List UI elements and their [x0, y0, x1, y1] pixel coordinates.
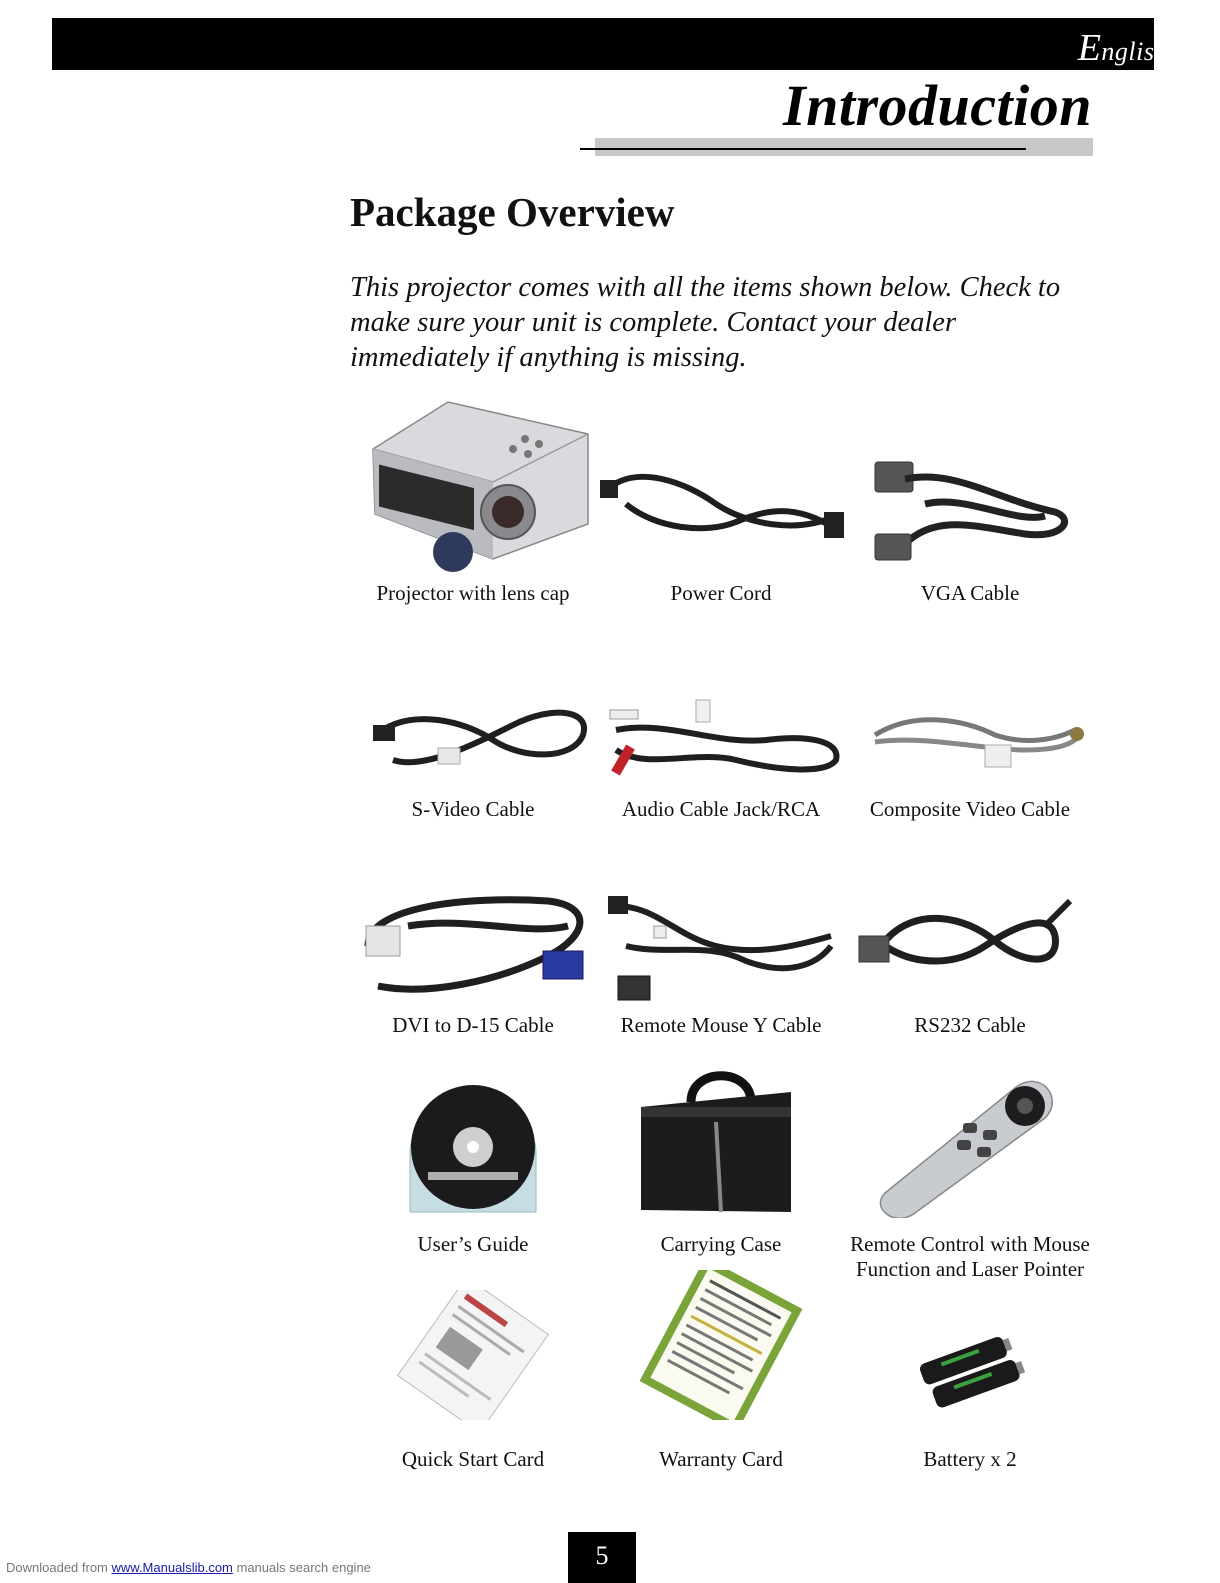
item-label: Remote Mouse Y Cable	[620, 1013, 822, 1037]
item-vga-cable	[845, 394, 1095, 609]
item-label: Remote Control with Mouse Function and Laser Pointer	[850, 1232, 1090, 1281]
download-note: Downloaded from www.Manualslib.com manuals search engine	[6, 1560, 371, 1575]
svideo-cable-icon	[353, 690, 593, 790]
item-mouse-cable	[596, 886, 846, 1046]
item-label: Projector with lens cap	[376, 581, 570, 605]
item-rs232-cable	[845, 886, 1095, 1046]
intro-paragraph: This projector comes with all the items shown below. Check to make sure your unit is complete. Contact your dealer immediately if anything is missing.	[350, 272, 1061, 373]
item-power-cord	[596, 394, 846, 609]
item-label: Carrying Case	[660, 1232, 782, 1256]
item-label: Composite Video Cable	[869, 797, 1071, 821]
section-title: Introduction	[783, 73, 1092, 138]
item-label: User’s Guide	[417, 1232, 529, 1256]
header-bar	[52, 18, 1154, 70]
item-projector	[348, 394, 598, 609]
battery-icon	[845, 1320, 1095, 1420]
dvi-cable-icon	[348, 886, 598, 1011]
item-label: DVI to D-15 Cable	[392, 1013, 554, 1037]
item-label: VGA Cable	[920, 581, 1020, 605]
item-warranty-card	[596, 1270, 846, 1480]
item-svideo-cable	[348, 690, 598, 825]
composite-cable-icon	[845, 690, 1095, 790]
item-battery	[845, 1320, 1095, 1480]
page-heading: Package Overview	[350, 189, 675, 235]
item-quick-start-card	[348, 1290, 598, 1480]
projector-icon	[353, 394, 593, 579]
title-rule-line	[580, 148, 1026, 150]
mouse-cable-icon	[596, 886, 846, 1011]
manualslib-link[interactable]: www.Manualslib.com	[111, 1560, 233, 1575]
item-label: Power Cord	[670, 581, 772, 605]
item-users-guide	[348, 1072, 598, 1262]
audio-cable-icon	[596, 690, 846, 790]
vga-cable-icon	[845, 394, 1095, 579]
warranty-icon	[596, 1270, 846, 1420]
language-label: English	[1077, 27, 1168, 69]
item-carrying-case	[596, 1062, 846, 1262]
item-label: Quick Start Card	[401, 1447, 545, 1471]
item-label: Warranty Card	[659, 1447, 783, 1471]
item-label: Battery x 2	[923, 1447, 1017, 1471]
bag-icon	[596, 1062, 846, 1222]
item-label: RS232 Cable	[914, 1013, 1026, 1037]
item-label: S-Video Cable	[411, 797, 535, 821]
item-remote-control	[845, 1068, 1095, 1308]
title-rule-shade	[595, 138, 1093, 156]
page-number: 5	[568, 1532, 636, 1583]
cd-icon	[348, 1072, 598, 1222]
item-audio-cable	[596, 690, 846, 825]
power-cord-icon	[596, 394, 846, 579]
rs232-cable-icon	[845, 886, 1095, 1011]
item-label: Audio Cable Jack/RCA	[621, 797, 821, 821]
item-composite-cable	[845, 690, 1095, 825]
card-icon	[348, 1290, 598, 1420]
item-dvi-cable	[348, 886, 598, 1046]
remote-icon	[845, 1068, 1095, 1218]
